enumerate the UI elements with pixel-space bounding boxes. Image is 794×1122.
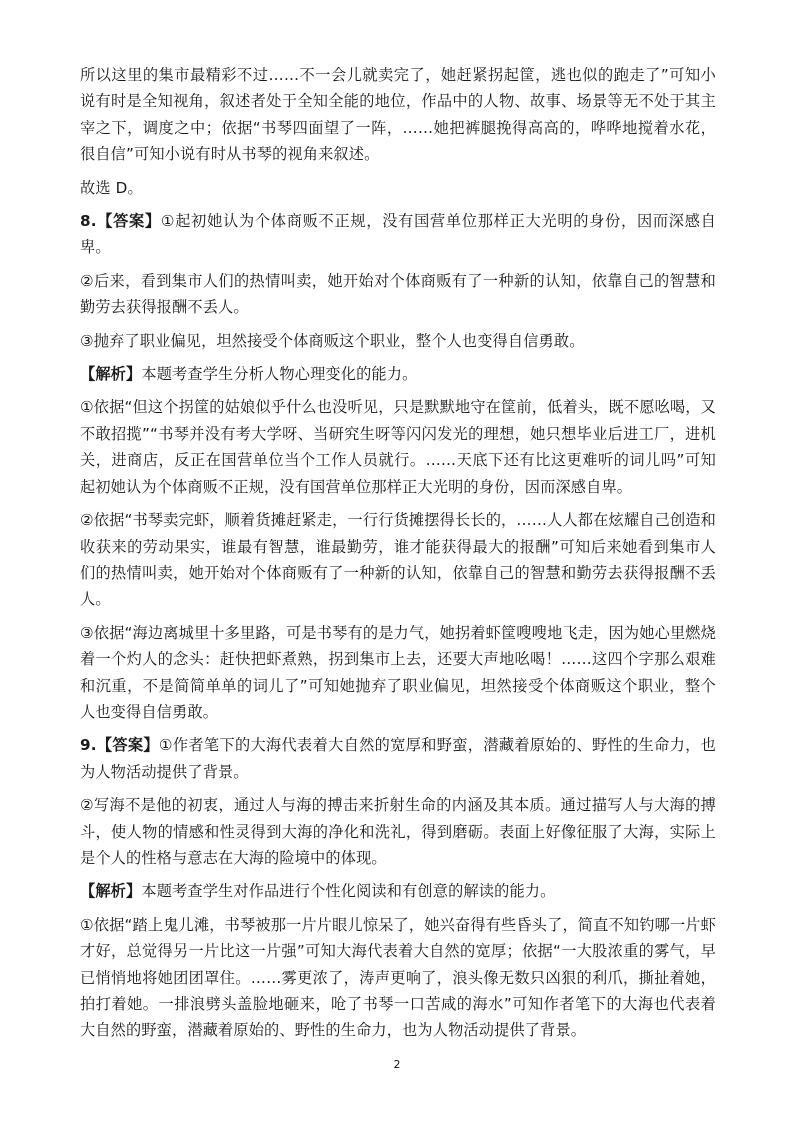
paragraph-text: 故选 D。 [80, 178, 143, 197]
answer-paragraph [80, 878, 716, 904]
paragraph-text: ①作者笔下的大海代表着大自然的宽厚和野蛮，潜藏着原始的、野性的生命力，也为人物活动提供了背景。 [80, 736, 716, 781]
paragraph-text: ②后来，看到集市人们的热情叫卖，她开始对个体商贩有了一种新的认知，依靠自己的智慧和勤劳去获得报酬不丢人。 [80, 271, 716, 317]
paragraph-text: ①依据“踏上鬼儿滩，书琴被那一片片眼儿惊呆了，她兴奋得有些昏头了，简直不知钓哪一片虾才好，总觉得另一片比这一片强”可知大海代表着大自然的宽厚；依据“一大股浓重的雾气，早已悄悄地将她团团罩住。……雾更浓了，涛声更响了，浪头像无数只凶狠的利爪，撕扯着她，拍打着她。一排浪劈头盖脸地砸来，呛了书琴一口苦咸的海水”可知作者笔下的大海也代表着大自然的野蛮，潜藏着原始的、野性的生命力，也为人物活动提供了背景。 [80, 915, 716, 1040]
paragraph-text: ③抛弃了职业偏见，坦然接受个体商贩这个职业，整个人也变得自信勇敢。 [80, 331, 585, 350]
answer-paragraph [80, 268, 716, 321]
answer-paragraph [80, 620, 716, 726]
answer-paragraph [80, 361, 716, 387]
answer-paragraph [80, 1051, 716, 1052]
answer-paragraph [80, 208, 716, 261]
section-tag: 【解析】 [80, 365, 142, 384]
paragraph-text: ①依据“但这个拐筐的姑娘似乎什么也没听见，只是默默地守在筐前，低着头，既不愿吆喝，又不敢招揽”“书琴并没有考大学呀、当研究生呀等闪闪发光的理想，她只想毕业后进工厂，进机关，进商店，反正在国营单位当个工作人员就行。……天底下还有比这更难听的词儿吗”可知起初她认为个体商贩不正规，没有国营单位那样正大光明的身份，因而深感自卑。 [80, 398, 716, 496]
answer-paragraph [80, 62, 716, 168]
section-tag: 【解析】 [80, 882, 142, 901]
paragraph-text: 所以这里的集市最精彩不过……不一会儿就卖完了，她赶紧拐起筐，逃也似的跑走了”可知小说有时是全知视角，叙述者处于全知全能的地位，作品中的人物、故事、场景等无不处于其主宰之下，调度之中；依据“书琴四面望了一阵，……她把裤腿挽得高高的，哗哗地搅着水花，很自信”可知小说有时从书琴的视角来叙述。 [80, 66, 716, 164]
answer-paragraph [80, 394, 716, 500]
page-number: 2 [393, 1058, 401, 1071]
answer-paragraph [80, 175, 716, 201]
answer-paragraph [80, 732, 716, 785]
answer-paragraph [80, 912, 716, 1044]
paragraph-text: ②写海不是他的初衷，通过人与海的搏击来折射生命的内涵及其本质。通过描写人与大海的搏斗，使人物的情感和性灵得到大海的净化和洗礼，得到磨砺。表面上好像征服了大海，实际上是个人的性格与意志在大海的险境中的体现。 [80, 796, 716, 867]
paragraph-text: 本题考查学生分析人物心理变化的能力。 [141, 365, 418, 384]
section-tag: 8.【答案】 [80, 212, 161, 231]
paragraph-text: ②依据“书琴卖完虾，顺着货摊赶紧走，一行行货摊摆得长长的，……人人都在炫耀自己创造和收获来的劳动果实，谁最有智慧，谁最勤劳，谁才能获得最大的报酬”可知后来她看到集市人们的热情叫卖，她开始对个体商贩有了一种新的认知，依靠自己的智慧和勤劳去获得报酬不丢人。 [80, 511, 716, 609]
document-page [80, 62, 716, 1052]
section-tag: 9.【答案】 [80, 736, 159, 755]
answer-paragraph [80, 507, 716, 613]
paragraph-text: ③依据“海边离城里十多里路，可是书琴有的是力气，她拐着虾筐嗖嗖地飞走，因为她心里燃烧着一个灼人的念头：赶快把虾煮熟，拐到集市上去，还要大声地吆喝！……这四个字那么艰难和沉重，不是简简单单的词儿了”可知她抛弃了职业偏见，坦然接受个体商贩这个职业，整个人也变得自信勇敢。 [80, 623, 716, 721]
answer-paragraph [80, 328, 716, 354]
answer-paragraph [80, 792, 716, 871]
paragraph-text: ①起初她认为个体商贩不正规，没有国营单位那样正大光明的身份，因而深感自卑。 [80, 212, 716, 257]
paragraph-text: 本题考查学生对作品进行个性化阅读和有创意的解读的能力。 [141, 882, 556, 901]
